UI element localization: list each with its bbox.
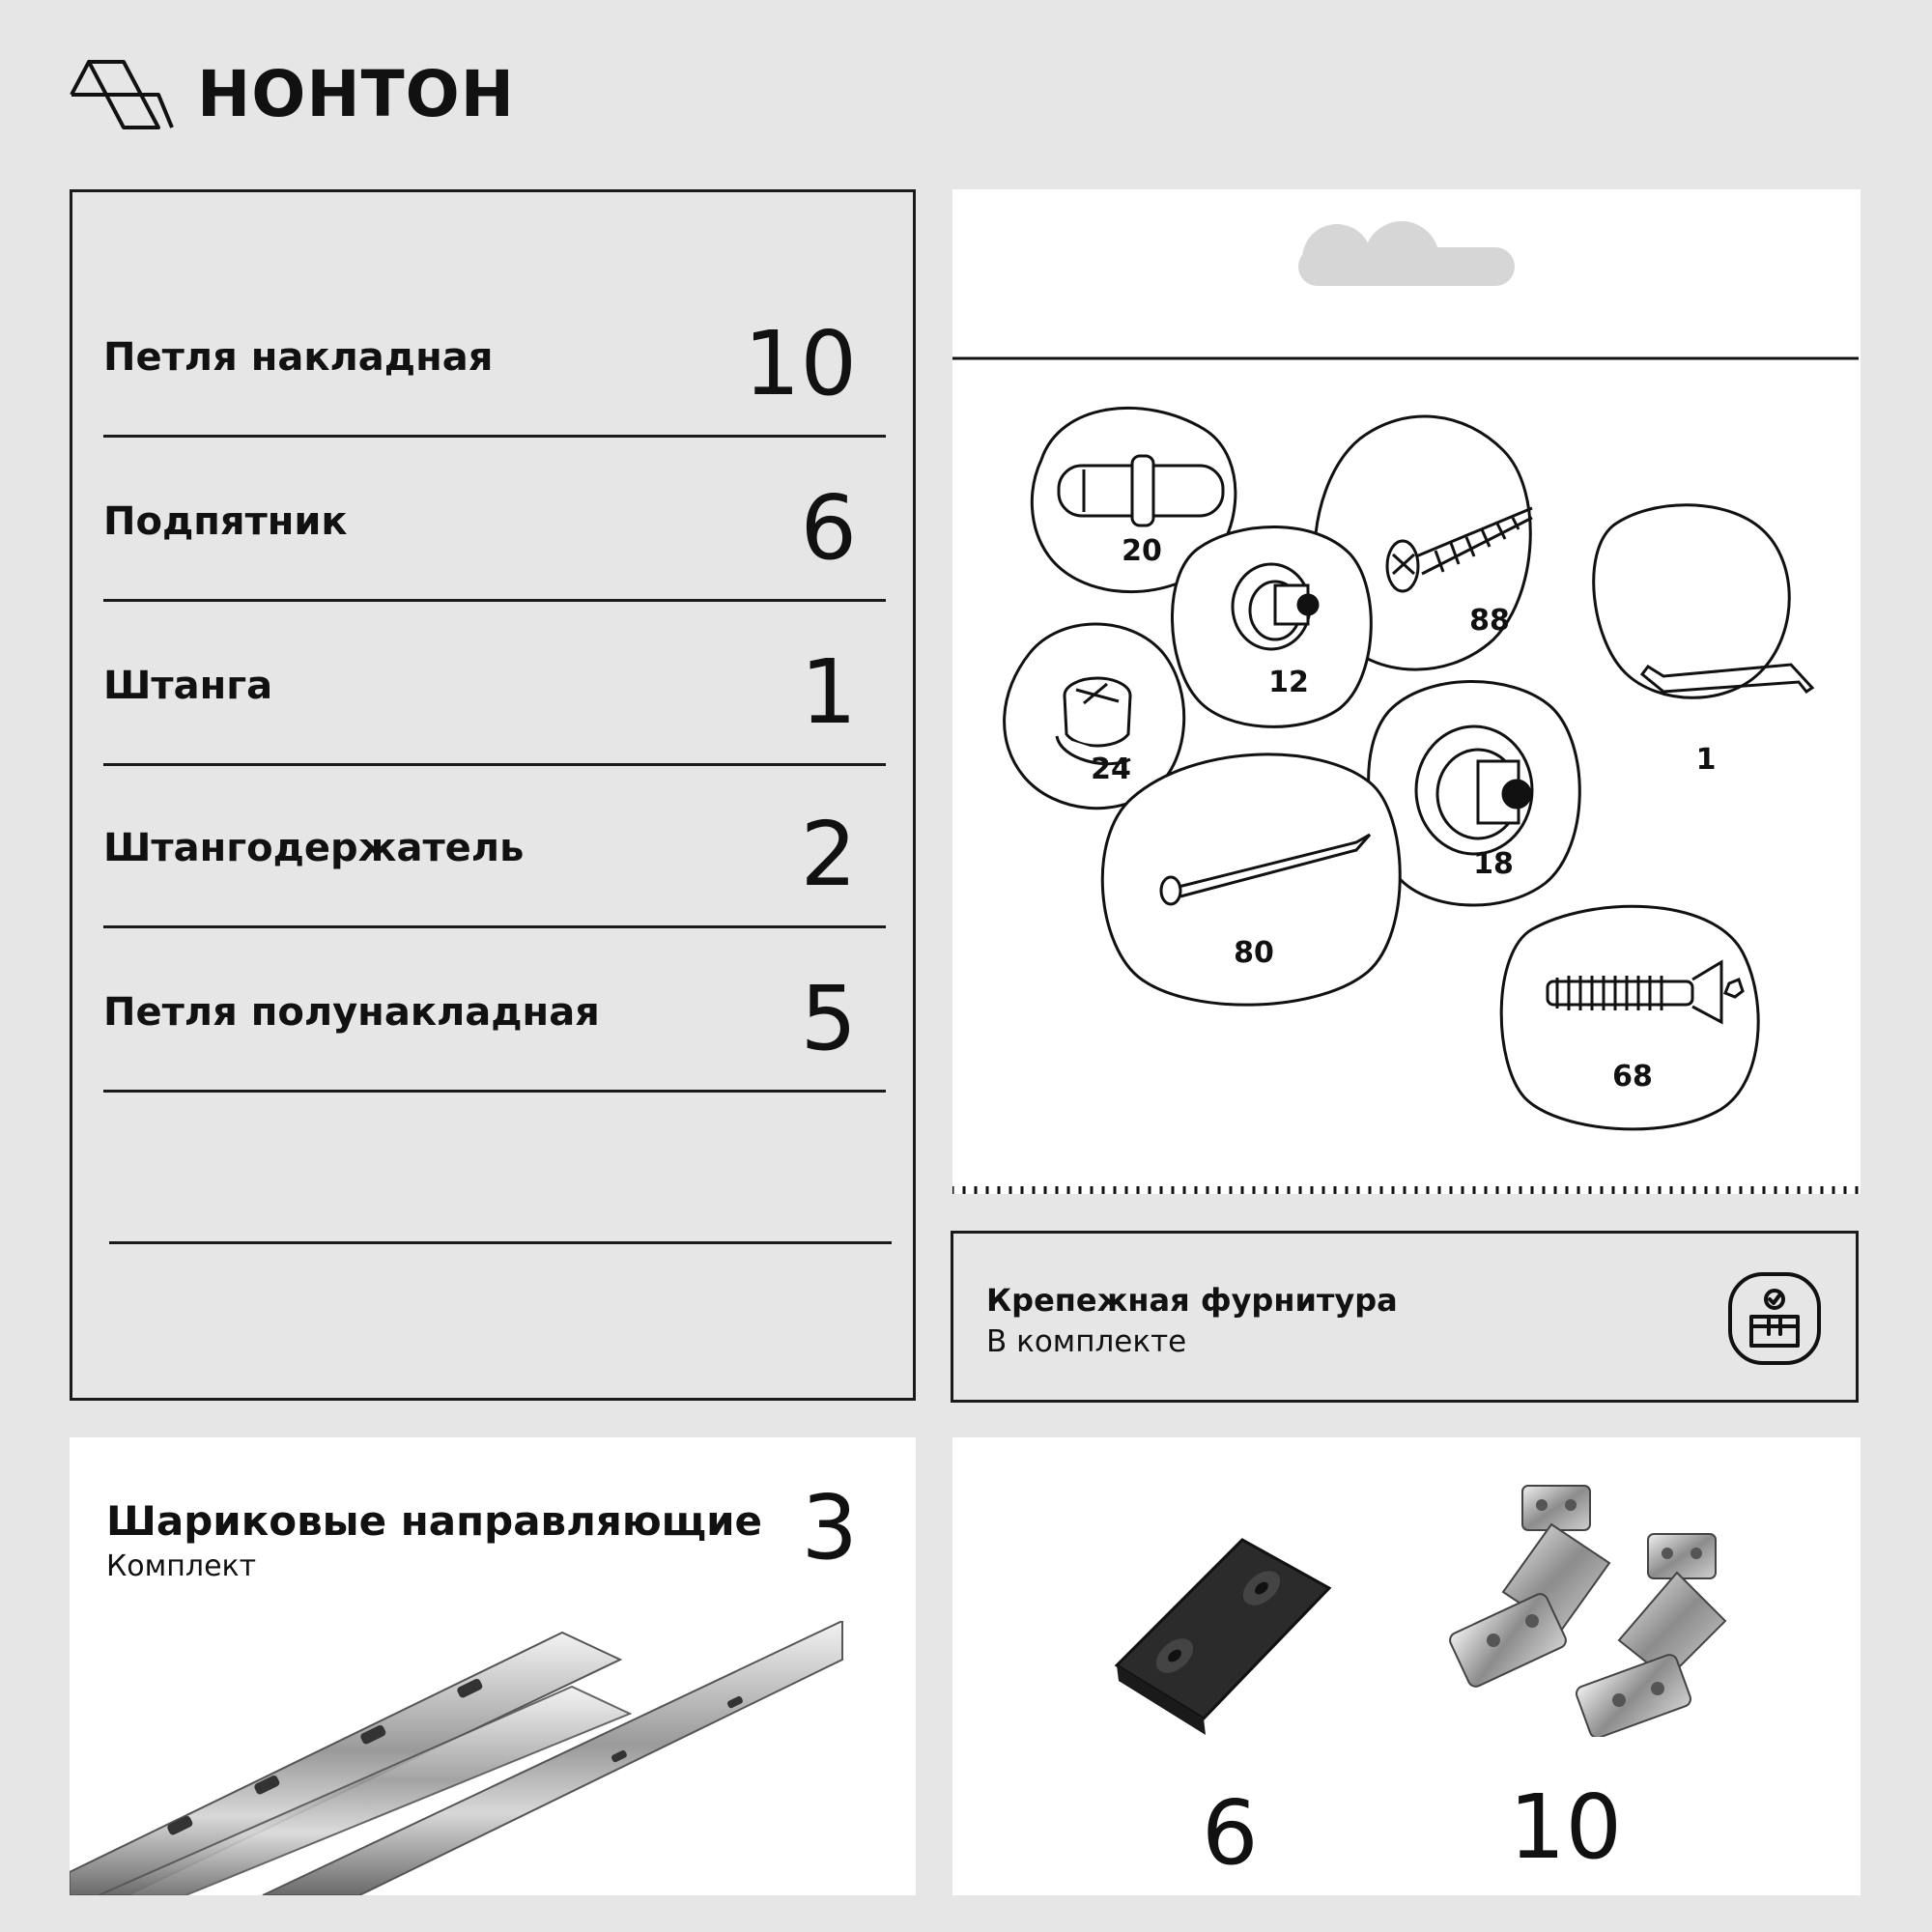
fastener-count-label: 12 (1268, 666, 1309, 699)
row-divider (103, 925, 886, 928)
fastener-count-label: 18 (1473, 847, 1514, 881)
parts-list-panel (70, 189, 916, 1401)
parts-list-row (103, 930, 886, 1093)
fastener-count-label: 1 (1695, 743, 1717, 777)
part-qty: 2 (800, 803, 857, 906)
fastener-count-label: 24 (1091, 753, 1131, 786)
tear-perforation (952, 1186, 1857, 1194)
ball-slides-subtitle: Комплект (106, 1549, 257, 1583)
box-check-icon (1726, 1270, 1823, 1367)
part-qty: 1 (800, 640, 857, 744)
fastener-count-label: 20 (1122, 534, 1162, 568)
fastener-count-label: 68 (1612, 1060, 1653, 1094)
part-name: Штангодержатель (103, 826, 525, 870)
part-name: Штанга (103, 664, 273, 708)
part-name: Петля полунакладная (103, 990, 600, 1035)
brand-name: НОНТОН (197, 57, 515, 131)
part-qty: 5 (800, 967, 857, 1070)
hinge-qty: 10 (1509, 1776, 1623, 1879)
part-qty: 10 (743, 312, 857, 415)
shelf-pin-icon (1059, 456, 1223, 526)
brand-logo-icon (70, 58, 174, 131)
pad-qty: 6 (1202, 1781, 1259, 1885)
hardware-subtitle: В комплекте (986, 1324, 1187, 1359)
parts-list-row (103, 766, 886, 928)
empty-row-divider (109, 1241, 892, 1244)
fastener-bag-panel (952, 189, 1861, 1194)
row-divider (103, 435, 886, 438)
ball-slides-qty: 3 (801, 1476, 858, 1579)
row-divider (103, 599, 886, 602)
ball-slides-title: Шариковые направляющие (106, 1497, 763, 1545)
row-divider (103, 1090, 886, 1093)
pads-hinges-panel (952, 1437, 1861, 1895)
part-name: Подпятник (103, 499, 348, 544)
parts-list-row (103, 604, 886, 766)
ball-slides-panel (70, 1437, 916, 1895)
bag-hang-hole-icon (1298, 221, 1515, 286)
hardware-title: Крепежная фурнитура (986, 1282, 1398, 1319)
parts-list-row (103, 275, 886, 438)
parts-list-row (103, 440, 886, 602)
furniture-pad-image (1097, 1520, 1339, 1743)
fastener-bag-illustration (952, 189, 1861, 1194)
fastener-count-label: 80 (1234, 936, 1274, 970)
hardware-included-panel (951, 1231, 1859, 1403)
part-qty: 6 (800, 476, 857, 580)
ball-slides-image (70, 1621, 916, 1895)
hinges-image (1435, 1476, 1764, 1737)
part-name: Петля накладная (103, 335, 494, 380)
confirmat-bubble (1501, 906, 1758, 1129)
fastener-count-label: 88 (1469, 604, 1510, 638)
